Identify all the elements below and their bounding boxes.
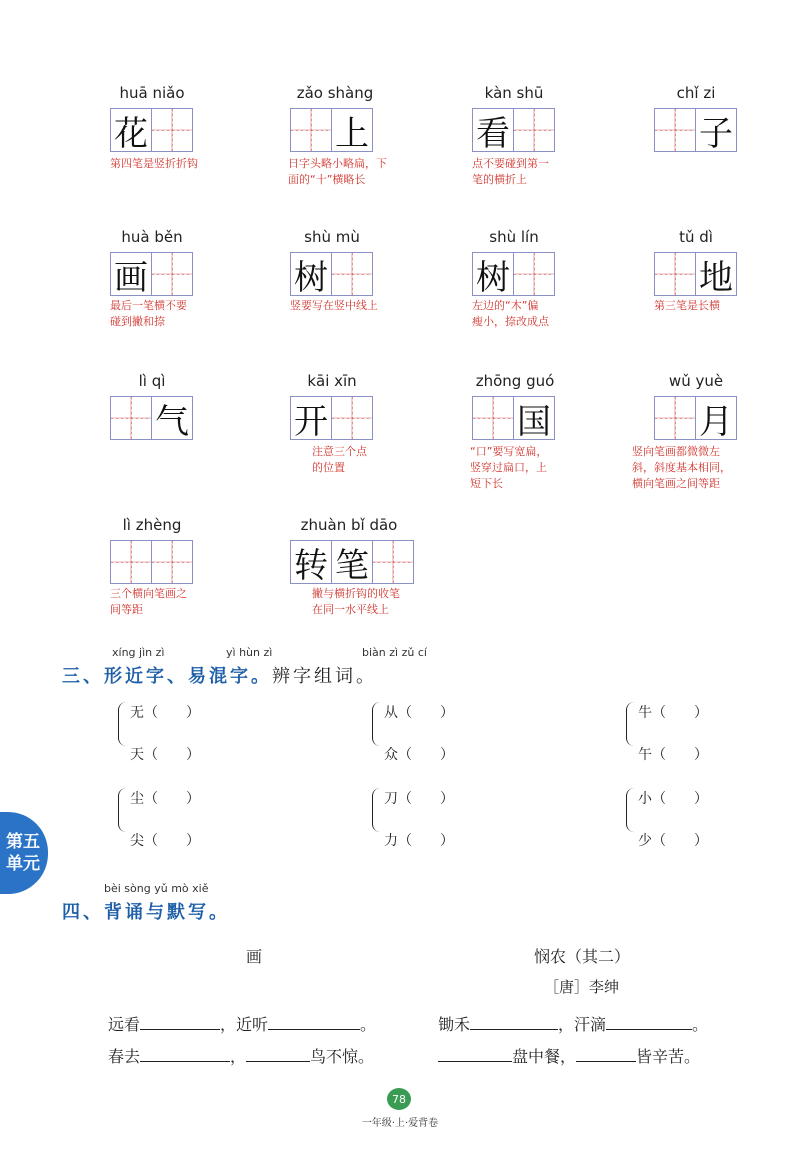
writing-grid[interactable]: [110, 252, 193, 296]
grid-cell: [290, 396, 332, 440]
grid-char: 月: [696, 397, 736, 439]
stroke-note: 第三笔是长横: [654, 299, 720, 312]
writing-grid[interactable]: [472, 252, 555, 296]
grid-cell[interactable]: [290, 108, 332, 152]
poem-title: 悯农（其二）: [534, 947, 631, 966]
answer-blank[interactable]: [470, 1015, 558, 1030]
section-title: 四、背诵与默写。: [62, 902, 230, 923]
pair-item[interactable]: 尖（ ）: [130, 833, 200, 849]
grid-char: 花: [111, 109, 151, 151]
pair-item[interactable]: 从（ ）: [384, 705, 454, 721]
grid-cell[interactable]: [654, 252, 696, 296]
grid-cell: [331, 108, 373, 152]
grid-cell: [290, 540, 332, 584]
pair-item[interactable]: 众（ ）: [384, 747, 454, 763]
section-pinyin: yì hùn zì: [226, 646, 273, 659]
writing-grid[interactable]: [290, 252, 373, 296]
recite-line: 盘中餐， 皆辛苦。: [438, 1044, 700, 1067]
grid-char: 国: [514, 397, 554, 439]
recite-line: 春去 ， 鸟不惊。: [108, 1047, 375, 1066]
grid-cell: [151, 396, 193, 440]
section-pinyin: biàn zì zǔ cí: [362, 646, 427, 659]
grid-cell[interactable]: [331, 396, 373, 440]
word-pinyin: huà běn: [121, 228, 183, 246]
section-title: 三、形近字、易混字。辨字组词。: [62, 666, 377, 687]
word-pinyin: shù lín: [489, 228, 539, 246]
grid-cell[interactable]: [472, 396, 514, 440]
grid-cell[interactable]: [110, 540, 152, 584]
grid-cell[interactable]: [654, 396, 696, 440]
grid-char: 气: [152, 397, 192, 439]
answer-blank[interactable]: [268, 1015, 360, 1030]
grid-cell[interactable]: [513, 108, 555, 152]
pair-item[interactable]: 尘（ ）: [130, 791, 200, 807]
grid-cell[interactable]: [110, 396, 152, 440]
section-pinyin: bèi sòng yǔ mò xiě: [104, 882, 209, 895]
word-pinyin: zhōng guó: [475, 372, 555, 390]
writing-grid[interactable]: [290, 108, 373, 152]
grid-char: 地: [696, 253, 736, 295]
grid-cell: [695, 396, 737, 440]
answer-blank[interactable]: [438, 1047, 512, 1062]
page-footer: 一年级·上·爱背卷: [361, 1118, 439, 1129]
stroke-note: 撇与横折钩的收笔 在同一水平线上: [312, 587, 400, 616]
grid-cell[interactable]: [151, 108, 193, 152]
writing-grid[interactable]: [290, 540, 414, 584]
grid-char: 笔: [332, 541, 372, 583]
word-pinyin: wǔ yuè: [668, 372, 724, 390]
grid-cell: [513, 396, 555, 440]
stroke-note: 注意三个点 的位置: [312, 445, 367, 474]
word-pinyin: zhuàn bǐ dāo: [300, 516, 398, 534]
grid-cell: [695, 108, 737, 152]
writing-grid[interactable]: [110, 540, 193, 584]
stroke-note: 最后一笔横不要 碰到撇和捺: [110, 299, 187, 328]
word-pinyin: tǔ dì: [679, 228, 713, 246]
answer-blank[interactable]: [140, 1047, 230, 1062]
pair-item[interactable]: 牛（ ）: [638, 705, 708, 721]
writing-grid[interactable]: [472, 108, 555, 152]
pair-item[interactable]: 小（ ）: [638, 791, 708, 807]
writing-grid[interactable]: [110, 108, 193, 152]
grid-cell: [331, 540, 373, 584]
word-pinyin: lì qì: [138, 372, 166, 390]
grid-cell: [290, 252, 332, 296]
stroke-note: 三个横向笔画之 间等距: [110, 587, 187, 616]
unit-side-tab: 第五 单元: [0, 812, 48, 894]
stroke-note: “口”要写宽扁， 竖穿过扁口，上 短下长: [470, 445, 548, 490]
pair-item[interactable]: 午（ ）: [638, 747, 708, 763]
writing-grid[interactable]: [654, 108, 737, 152]
word-pinyin: zǎo shàng: [296, 84, 374, 102]
page-number: 78: [387, 1088, 411, 1110]
pair-item[interactable]: 天（ ）: [130, 747, 200, 763]
pair-item[interactable]: 无（ ）: [130, 705, 200, 721]
pair-item[interactable]: 少（ ）: [638, 833, 708, 849]
stroke-note: 第四笔是竖折折钩: [110, 157, 198, 170]
writing-grid[interactable]: [290, 396, 373, 440]
grid-cell[interactable]: [372, 540, 414, 584]
answer-blank[interactable]: [246, 1047, 310, 1062]
grid-cell: [472, 252, 514, 296]
grid-char: 画: [111, 253, 151, 295]
grid-char: 上: [332, 109, 372, 151]
stroke-note: 左边的“木”偏 瘦小，捺改成点: [472, 299, 549, 328]
word-pinyin: lì zhèng: [122, 516, 182, 534]
grid-cell[interactable]: [151, 252, 193, 296]
grid-char: 树: [291, 253, 331, 295]
recite-line: 远看 ，近听 。: [108, 1015, 377, 1034]
stroke-note: 竖要写在竖中线上: [290, 299, 378, 312]
grid-cell: [110, 252, 152, 296]
grid-char: 子: [696, 109, 736, 151]
recite-line: 锄禾 ，汗滴 。: [438, 1015, 709, 1034]
answer-blank[interactable]: [140, 1015, 220, 1030]
grid-cell[interactable]: [151, 540, 193, 584]
word-pinyin: huā niǎo: [119, 84, 185, 102]
pair-item[interactable]: 力（ ）: [384, 833, 454, 849]
writing-grid[interactable]: [654, 396, 737, 440]
word-pinyin: kàn shū: [484, 84, 544, 102]
word-pinyin: kāi xīn: [307, 372, 357, 390]
grid-char: 树: [473, 253, 513, 295]
stroke-note: 竖向笔画都微微左 斜，斜度基本相同， 横向笔画之间等距: [632, 445, 731, 490]
grid-cell: [472, 108, 514, 152]
word-pinyin: shù mù: [304, 228, 360, 246]
poem-author: ［唐］李绅: [544, 978, 620, 996]
answer-blank[interactable]: [576, 1047, 636, 1062]
grid-cell[interactable]: [513, 252, 555, 296]
grid-char: 看: [473, 109, 513, 151]
grid-cell: [110, 108, 152, 152]
stroke-note: 日字头略小略扁，下 面的“十”横略长: [288, 157, 387, 186]
answer-blank[interactable]: [606, 1015, 692, 1030]
grid-char: 开: [291, 397, 331, 439]
grid-char: 转: [291, 541, 331, 583]
stroke-note: 点不要碰到第一 笔的横折上: [472, 157, 549, 186]
word-pinyin: chǐ zi: [676, 84, 716, 102]
poem-title: 画: [246, 947, 263, 966]
grid-cell: [695, 252, 737, 296]
writing-grid[interactable]: [472, 396, 555, 440]
writing-grid[interactable]: [654, 252, 737, 296]
section-pinyin: xíng jìn zì: [112, 646, 165, 659]
grid-cell[interactable]: [654, 108, 696, 152]
writing-grid[interactable]: [110, 396, 193, 440]
grid-cell[interactable]: [331, 252, 373, 296]
pair-item[interactable]: 刀（ ）: [384, 791, 454, 807]
